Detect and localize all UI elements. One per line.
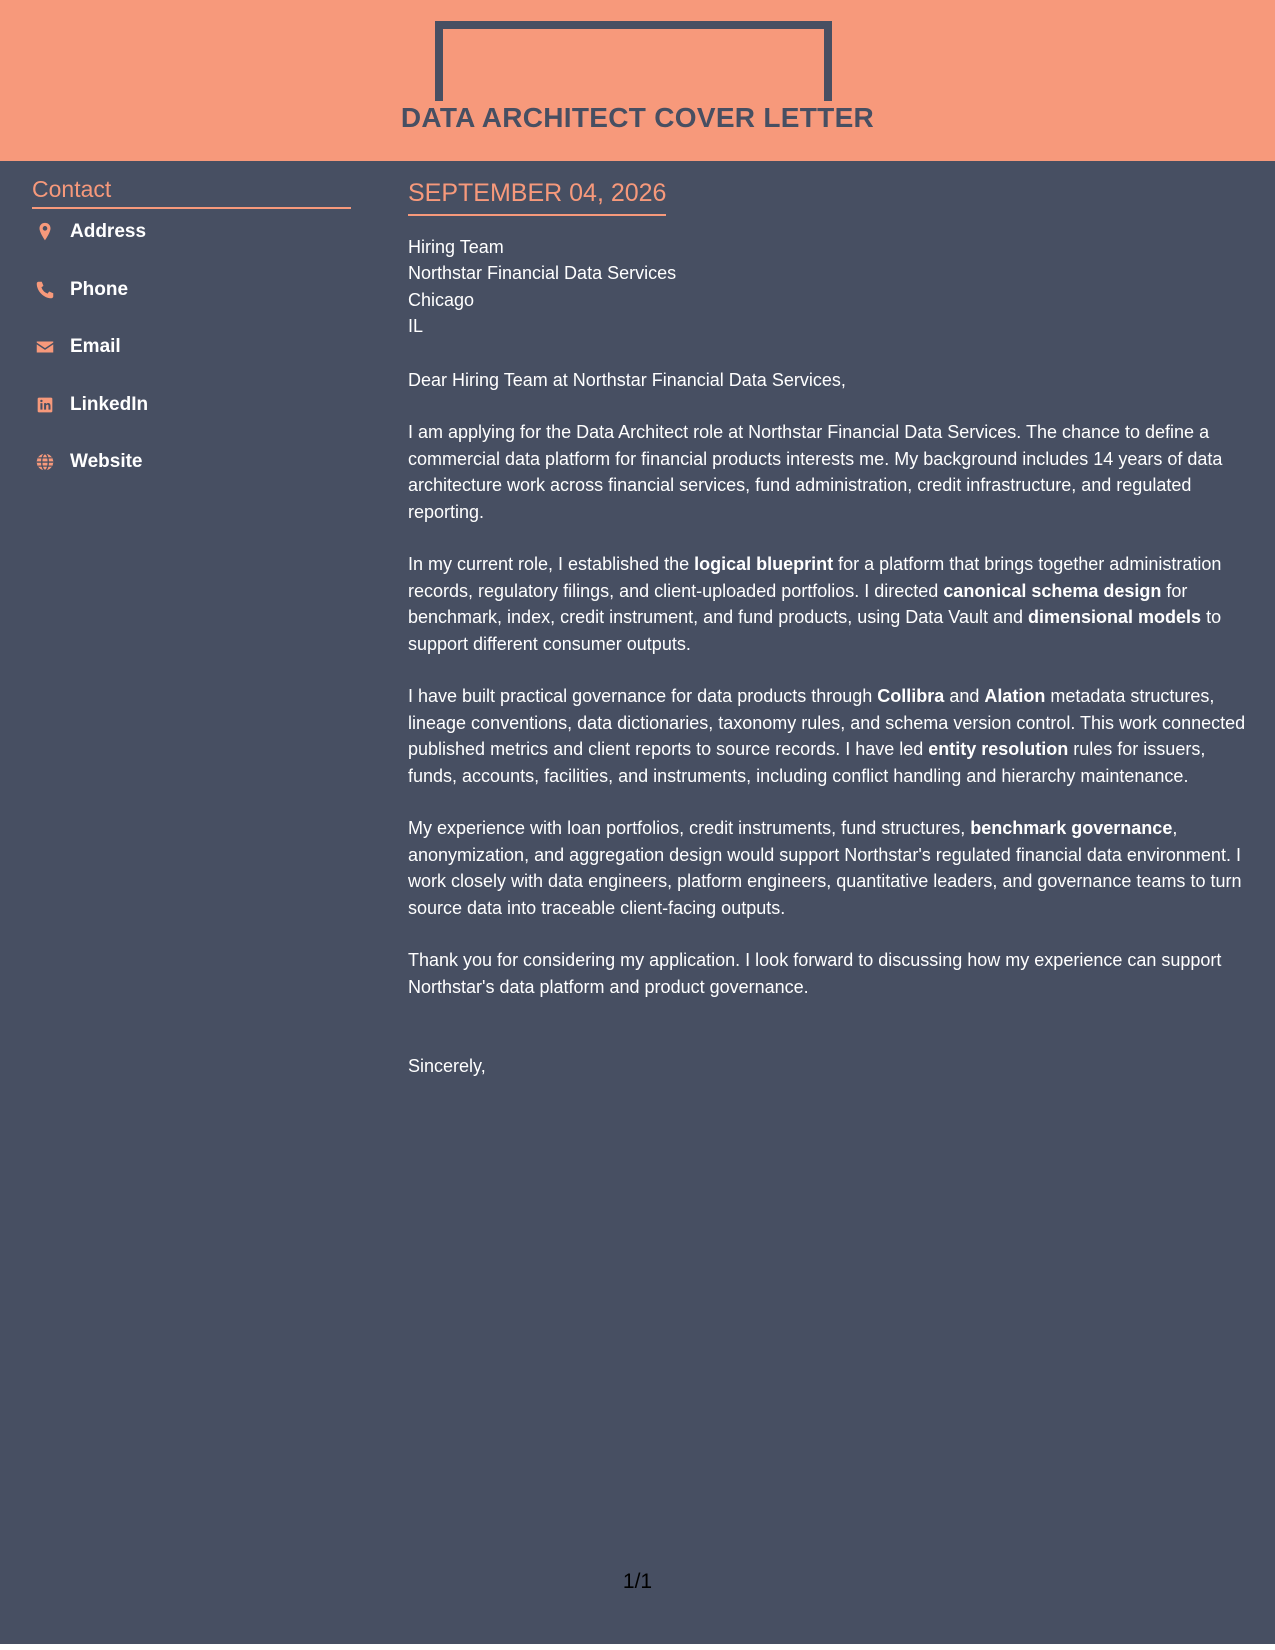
header-banner bbox=[0, 0, 1275, 161]
bold-run: benchmark governance bbox=[970, 818, 1173, 839]
contact-item-phone bbox=[32, 279, 351, 337]
phone-icon bbox=[34, 279, 56, 301]
bold-run: canonical schema design bbox=[943, 580, 1162, 601]
paragraph-thanks: Thank you for considering my application. I look forward to discussing how my experience can support Northstar's data platform and product governance. bbox=[408, 950, 1222, 997]
contact-item-email bbox=[32, 336, 351, 394]
bold-run: logical blueprint bbox=[694, 554, 834, 575]
text-run: metadata structures, lineage conventions, data dictionaries, taxonomy rules, and schema version control. This work connected published metrics and client reports to source records. I have led bbox=[408, 686, 1246, 760]
paragraph-current-role bbox=[408, 551, 1253, 657]
recipient-line: Hiring Team bbox=[408, 237, 504, 257]
text-run: to support different consumer outputs. bbox=[408, 607, 1222, 654]
linkedin-icon bbox=[34, 394, 56, 416]
contact-heading: Contact bbox=[32, 175, 351, 209]
recipient-line: Northstar Financial Data Services bbox=[408, 263, 677, 284]
recipient-block bbox=[408, 234, 1253, 340]
contact-label-email: Email bbox=[70, 336, 121, 357]
contact-list bbox=[32, 221, 351, 509]
envelope-icon bbox=[34, 336, 56, 358]
paragraph-governance bbox=[408, 683, 1253, 789]
paragraph-intro: I am applying for the Data Architect role at Northstar Financial Data Services. The chance to define a commercial data platform for financial products interests me. My background includes 14 years of data architecture work across financial services, fund administration, credit infrastructure, and regulated reporting. bbox=[408, 422, 1223, 522]
letter-body bbox=[408, 178, 1253, 1080]
salutation: Dear Hiring Team at Northstar Financial Data Services, bbox=[408, 369, 846, 390]
contact-item-address bbox=[32, 221, 351, 279]
contact-label-address: Address bbox=[70, 221, 147, 242]
paragraph-experience bbox=[408, 815, 1253, 921]
text-run: for a platform that brings together administration records, regulatory filings, and client-uploaded portfolios. I directed bbox=[408, 554, 1222, 601]
text-run: and bbox=[944, 686, 985, 707]
text-run: rules for issuers, funds, accounts, facilities, and instruments, including conflict handling and hierarchy maintenance. bbox=[408, 739, 1206, 786]
text-run: for benchmark, index, credit instrument, and fund products, using Data Vault and bbox=[408, 580, 1188, 628]
bold-run: Collibra bbox=[877, 686, 945, 707]
contact-item-linkedin bbox=[32, 394, 351, 452]
bold-run: dimensional models bbox=[1028, 607, 1202, 628]
page-title: DATA ARCHITECT COVER LETTER bbox=[400, 102, 875, 133]
contact-label-phone: Phone bbox=[70, 278, 129, 300]
contact-sidebar bbox=[32, 175, 351, 509]
contact-item-website bbox=[32, 451, 351, 509]
map-pin-icon bbox=[34, 221, 56, 243]
text-run: I have built practical governance for data products through bbox=[408, 686, 878, 707]
header-frame-decoration bbox=[435, 21, 832, 101]
recipient-line: Chicago bbox=[408, 289, 475, 310]
bold-run: Alation bbox=[984, 686, 1046, 707]
closing: Sincerely, bbox=[408, 1056, 486, 1077]
contact-label-linkedin: LinkedIn bbox=[70, 393, 149, 415]
bold-run: entity resolution bbox=[928, 739, 1069, 760]
page-number: 1/1 bbox=[622, 1570, 653, 1593]
globe-icon bbox=[34, 451, 56, 473]
text-run: In my current role, I established the bbox=[408, 554, 695, 575]
contact-label-website: Website bbox=[70, 451, 143, 472]
recipient-line: IL bbox=[408, 316, 424, 337]
text-run: , anonymization, and aggregation design would support Northstar's regulated financial data environment. I work closely with data engineers, platform engineers, quantitative leaders, and governance teams to turn source data into traceable client-facing outputs. bbox=[408, 818, 1242, 918]
letter-date: SEPTEMBER 04, 2026 bbox=[408, 178, 666, 216]
text-run: My experience with loan portfolios, credit instruments, fund structures, bbox=[408, 818, 971, 839]
